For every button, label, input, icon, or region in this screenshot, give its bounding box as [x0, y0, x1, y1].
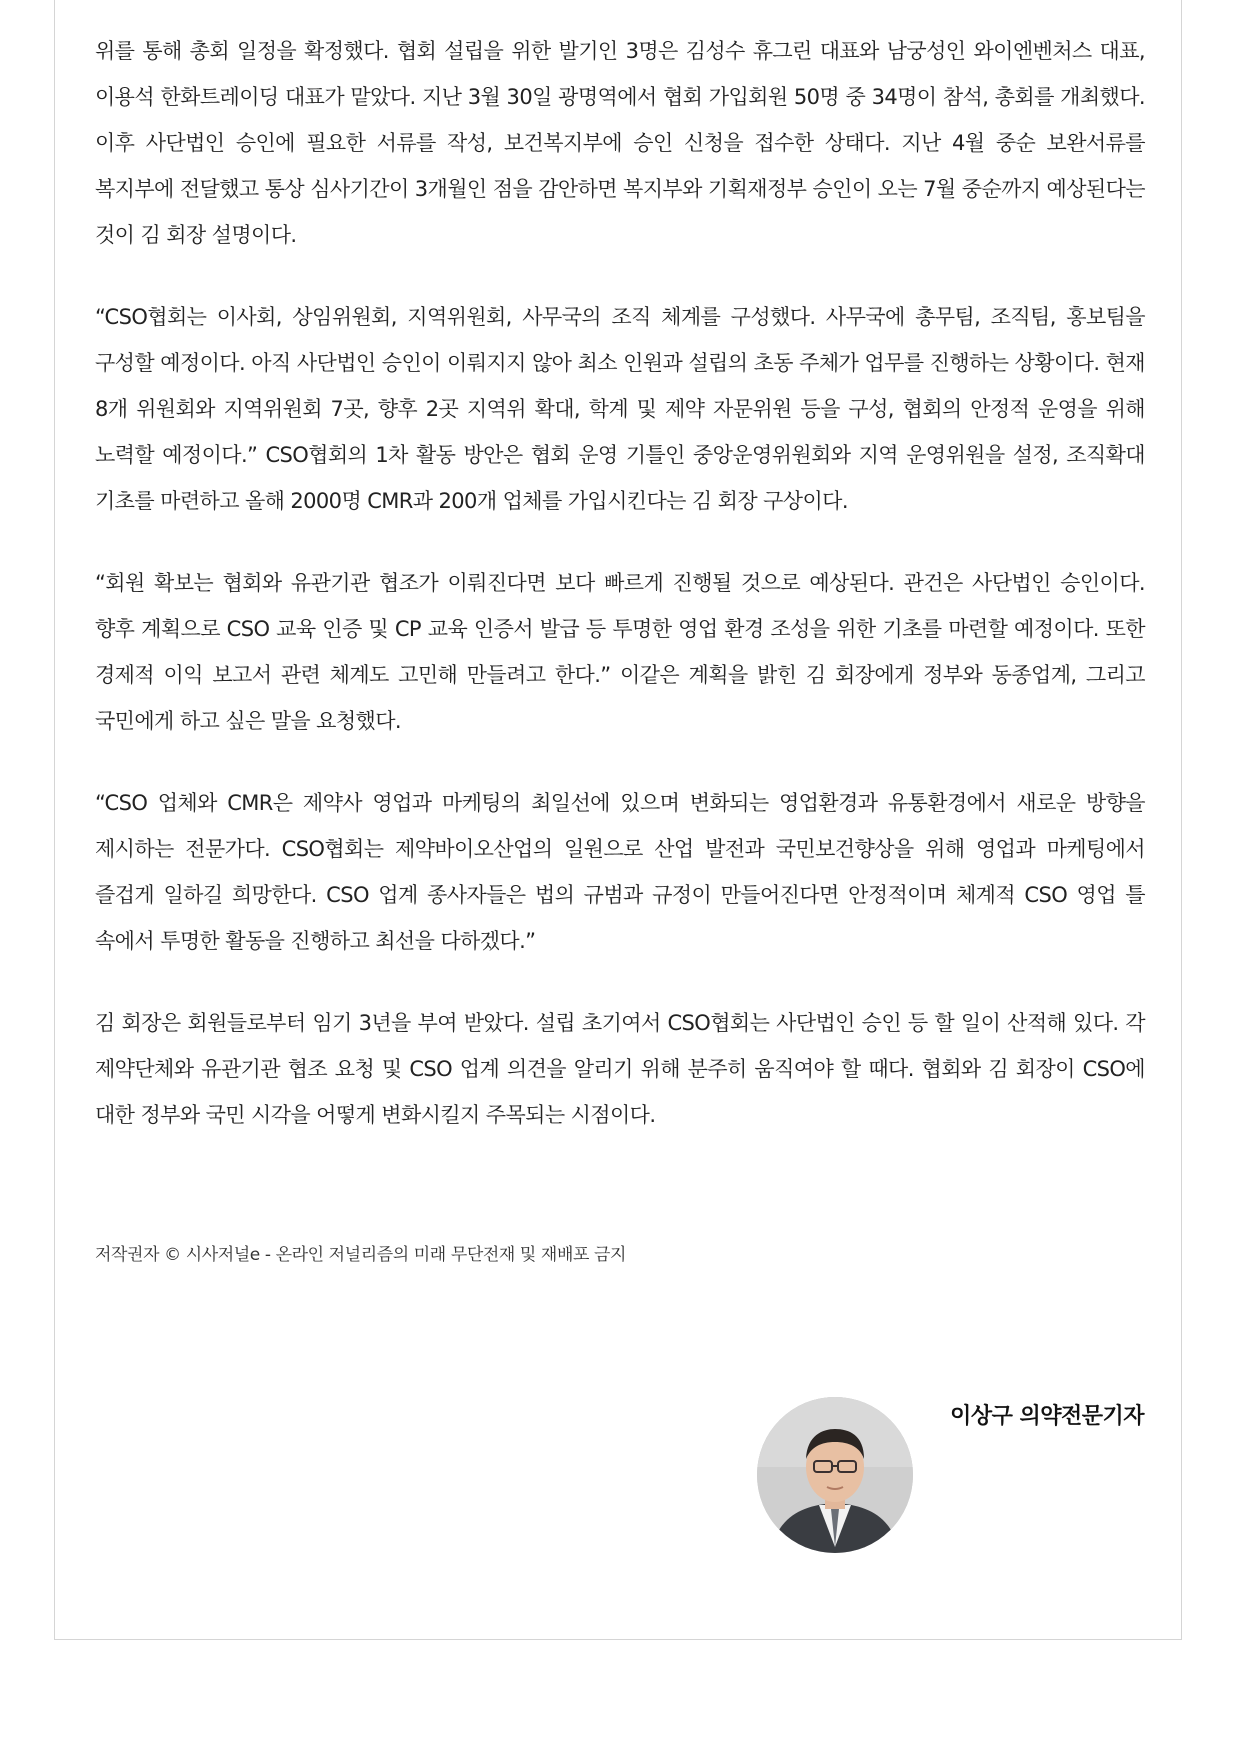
- reporter-portrait-icon: [757, 1397, 913, 1553]
- byline: [950, 1399, 1144, 1430]
- article-paragraph: “회원 확보는 협회와 유관기관 협조가 이뤄진다면 보다 빠르게 진행될 것으로 예상된다. 관건은 사단법인 승인이다. 향후 계획으로 CSO 교육 인증 및 CP 교육 인증서 발급 등 투명한 영업 환경 조성을 위한 기초를 마련할 예정이다. 또한 경제적 이익 보고서 관련 체계도 고민해 만들려고 한다.” 이같은 계획을 밝힌 김 회장에게 정부와 동종업계, 그리고 국민에게 하고 싶은 말을 요청했다.: [95, 571, 1145, 733]
- reporter-name[interactable]: 이상구 의약전문기자: [950, 1404, 1144, 1429]
- reporter-avatar[interactable]: [757, 1397, 913, 1553]
- article-paragraph: 위를 통해 총회 일정을 확정했다. 협회 설립을 위한 발기인 3명은 김성수 휴그린 대표와 남궁성인 와이엔벤처스 대표, 이용석 한화트레이딩 대표가 맡았다. 지난 3월 30일 광명역에서 협회 가입회원 50명 중 34명이 참석, 총회를 개최했다. 이후 사단법인 승인에 필요한 서류를 작성, 보건복지부에 승인 신청을 접수한 상태다. 지난 4월 중순 보완서류를 복지부에 전달했고 통상 심사기간이 3개월인 점을 감안하면 복지부와 기획재정부 승인이 오는 7월 중순까지 예상된다는 것이 김 회장 설명이다.: [95, 39, 1145, 247]
- article-paragraph: “CSO협회는 이사회, 상임위원회, 지역위원회, 사무국의 조직 체계를 구성했다. 사무국에 총무팀, 조직팀, 홍보팀을 구성할 예정이다. 아직 사단법인 승인이 이뤄지지 않아 최소 인원과 설립의 초동 주체가 업무를 진행하는 상황이다. 현재 8개 위원회와 지역위원회 7곳, 향후 2곳 지역위 확대, 학계 및 제약 자문위원 등을 구성, 협회의 안정적 운영을 위해 노력할 예정이다.” CSO협회의 1차 활동 방안은 협회 운영 기틀인 중앙운영위원회와 지역 운영위원을 설정, 조직확대 기초를 마련하고 올해 2000명 CMR과 200개 업체를 가입시킨다는 김 회장 구상이다.: [95, 305, 1145, 513]
- article-paragraph: “CSO 업체와 CMR은 제약사 영업과 마케팅의 최일선에 있으며 변화되는 영업환경과 유통환경에서 새로운 방향을 제시하는 전문가다. CSO협회는 제약바이오산업의 일원으로 산업 발전과 국민보건향상을 위해 영업과 마케팅에서 즐겁게 일하길 희망한다. CSO 업계 종사자들은 법의 규범과 규정이 만들어진다면 안정적이며 체계적 CSO 영업 틀 속에서 투명한 활동을 진행하고 최선을 다하겠다.”: [95, 791, 1145, 953]
- article-paragraph: 김 회장은 회원들로부터 임기 3년을 부여 받았다. 설립 초기여서 CSO협회는 사단법인 승인 등 할 일이 산적해 있다. 각 제약단체와 유관기관 협조 요청 및 CSO 업계 의견을 알리기 위해 분주히 움직여야 할 때다. 협회와 김 회장이 CSO에 대한 정부와 국민 시각을 어떻게 변화시킬지 주목되는 시점이다.: [95, 1011, 1145, 1127]
- article-body: [95, 28, 1145, 1174]
- copyright-notice: 저작권자 © 시사저널e - 온라인 저널리즘의 미래 무단전재 및 재배포 금지: [95, 1245, 627, 1265]
